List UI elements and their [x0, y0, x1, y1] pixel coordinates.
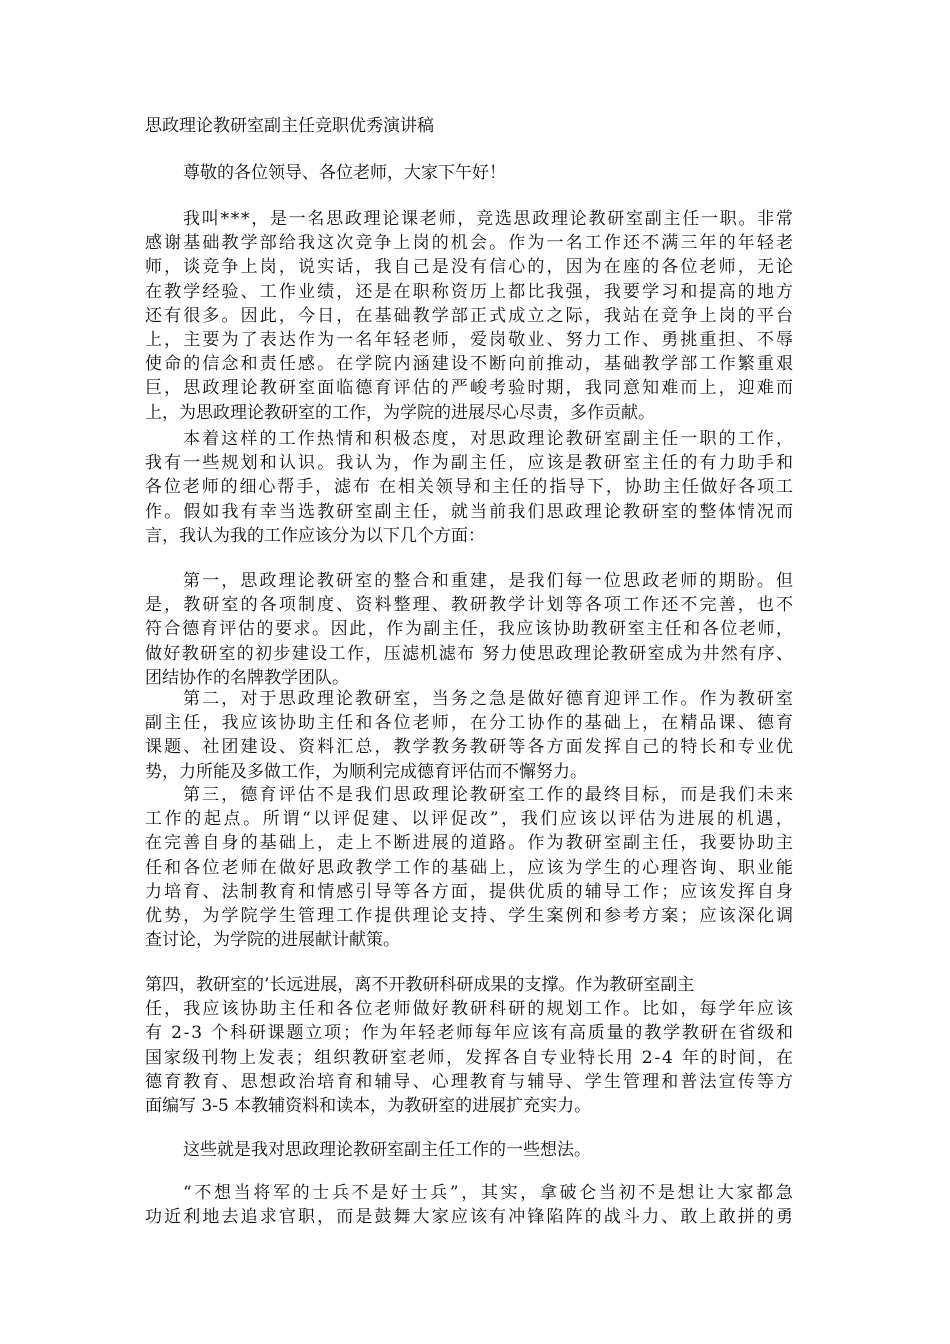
paragraph-line: 任，我应该协助主任和各位老师做好教研科研的规划工作。比如，每学年应该 — [145, 999, 796, 1020]
paragraph-line: 任和各位老师在做好思政教学工作的基础上，应该为学生的心理咨询、职业能 — [145, 857, 796, 878]
paragraph-line: 第三，德育评估不是我们思政理论教研室工作的最终目标，而是我们未来 — [183, 785, 796, 805]
paragraph-line: 本着这样的工作热情和积极态度，对思政理论教研室副主任一职的工作， — [183, 429, 796, 449]
paragraph-line: 师，谈竞争上岗，说实话，我自己是没有信心的，因为在座的各位老师，无论 — [145, 257, 796, 278]
paragraph-line: 课题、社团建设、资料汇总，教学教务教研等各方面发挥自己的特长和专业优 — [145, 737, 796, 758]
paragraph-line: “不想当将军的士兵不是好士兵”，其实，拿破仑当初不是想让大家都急 — [183, 1183, 796, 1203]
paragraph-line: 做好教研室的初步建设工作，压滤机滤布 努力使思政理论教研室成为井然有序、 — [145, 643, 795, 664]
paragraph-line: 德育教育、思想政治培育和辅导、心理教育与辅导、学生管理和普法宣传等方 — [145, 1071, 796, 1092]
paragraph-line: 上，主要为了表达作为一名年轻老师，爱岗敬业、努力工作、勇挑重担、不辱 — [145, 330, 796, 350]
paragraph-line: 工作的起点。所谓“以评促建、以评促改”，我们应该以评估为进展的机遇， — [145, 809, 796, 830]
paragraph-line: 在教学经验、工作业绩，还是在职称资历上都比我强，我要学习和提高的地方 — [145, 281, 796, 302]
paragraph-line: 第一，思政理论教研室的整合和重建，是我们每一位思政老师的期盼。但 — [183, 571, 796, 591]
paragraph-line: 作。假如我有幸当选教研室副主任，就当前我们思政理论教研室的整体情况而 — [145, 501, 796, 522]
paragraph-line: 感谢基础教学部给我这次竞争上岗的机会。作为一名工作还不满三年的年轻老 — [145, 233, 796, 254]
paragraph-line: 各位老师的细心帮手，滤布 在相关领导和主任的指导下，协助主任做好各项工 — [145, 477, 795, 498]
paragraph-line: 面编写 3-5 本教辅资料和读本，为教研室的进展扩充实力。 — [145, 1096, 592, 1116]
paragraph-line: 查讨论，为学院的进展献计献策。 — [145, 930, 400, 951]
paragraph-line: 我有一些规划和认识。我认为，作为副主任，应该是教研室主任的有力助手和 — [145, 453, 796, 474]
paragraph-line: 我叫***，是一名思政理论课老师，竞选思政理论教研室副主任一职。非常 — [183, 209, 795, 229]
paragraph-line: 这些就是我对思政理论教研室副主任工作的一些想法。 — [183, 1140, 591, 1160]
paragraph-line: 第四，教研室的’长远进展，离不开教研科研成果的支撑。作为教研室副主 — [145, 975, 695, 995]
paragraph-line: 符合德育评估的要求。因此，作为副主任，我应该协助教研室主任和各位老师， — [145, 619, 795, 640]
paragraph-line: 巨，思政理论教研室面临德育评估的严峻考验时期，我同意知难而上，迎难而 — [145, 378, 796, 399]
paragraph-line: 还有很多。因此，今日，在基础教学部正式成立之际，我站在竞争上岗的平台 — [145, 305, 796, 326]
paragraph-line: 在完善自身的基础上，走上不断进展的道路。作为教研室副主任，我要协助主 — [145, 833, 796, 854]
paragraph-line: 国家级刊物上发表；组织教研室老师，发挥各自专业特长用 2-4 年的时间，在 — [145, 1047, 795, 1068]
paragraph-line: 优势，为学院学生管理工作提供理论支持、学生案例和参考方案；应该深化调 — [145, 906, 796, 926]
paragraph-line: 使命的信念和责任感。在学院内涵建设不断向前推动，基础教学部工作繁重艰 — [145, 354, 796, 375]
paragraph-line: 上，为思政理论教研室的工作，为学院的进展尽心尽责，多作贡献。 — [145, 402, 655, 423]
paragraph-line: 是，教研室的各项制度、资料整理、教研教学计划等各项工作还不完善，也不 — [145, 595, 796, 616]
paragraph-line: 团结协作的名牌教学团队。 — [145, 667, 349, 688]
paragraph-line: 力培育、法制教育和情感引导等各方面，提供优质的辅导工作；应该发挥自身 — [145, 881, 796, 902]
paragraph-line: 第二，对于思政理论教研室，当务之急是做好德育迎评工作。作为教研室 — [183, 689, 796, 709]
paragraph-line: 言，我认为我的工作应该分为以下几个方面： — [145, 525, 485, 546]
greeting: 尊敬的各位领导、各位老师，大家下午好！ — [183, 163, 506, 183]
paragraph-line: 副主任，我应该协助主任和各位老师，在分工协作的基础上，在精品课、德育 — [145, 713, 796, 734]
paragraph-line: 势，力所能及多做工作，为顺利完成德育评估而不懈努力。 — [145, 761, 587, 782]
paragraph-line: 功近利地去追求官职，而是鼓舞大家应该有冲锋陷阵的战斗力、敢上敢拼的勇 — [145, 1207, 796, 1228]
paragraph-line: 有 2-3 个科研课题立项；作为年轻老师每年应该有高质量的教学教研在省级和 — [145, 1023, 795, 1044]
document-title: 思政理论教研室副主任竞职优秀演讲稿 — [145, 116, 434, 136]
